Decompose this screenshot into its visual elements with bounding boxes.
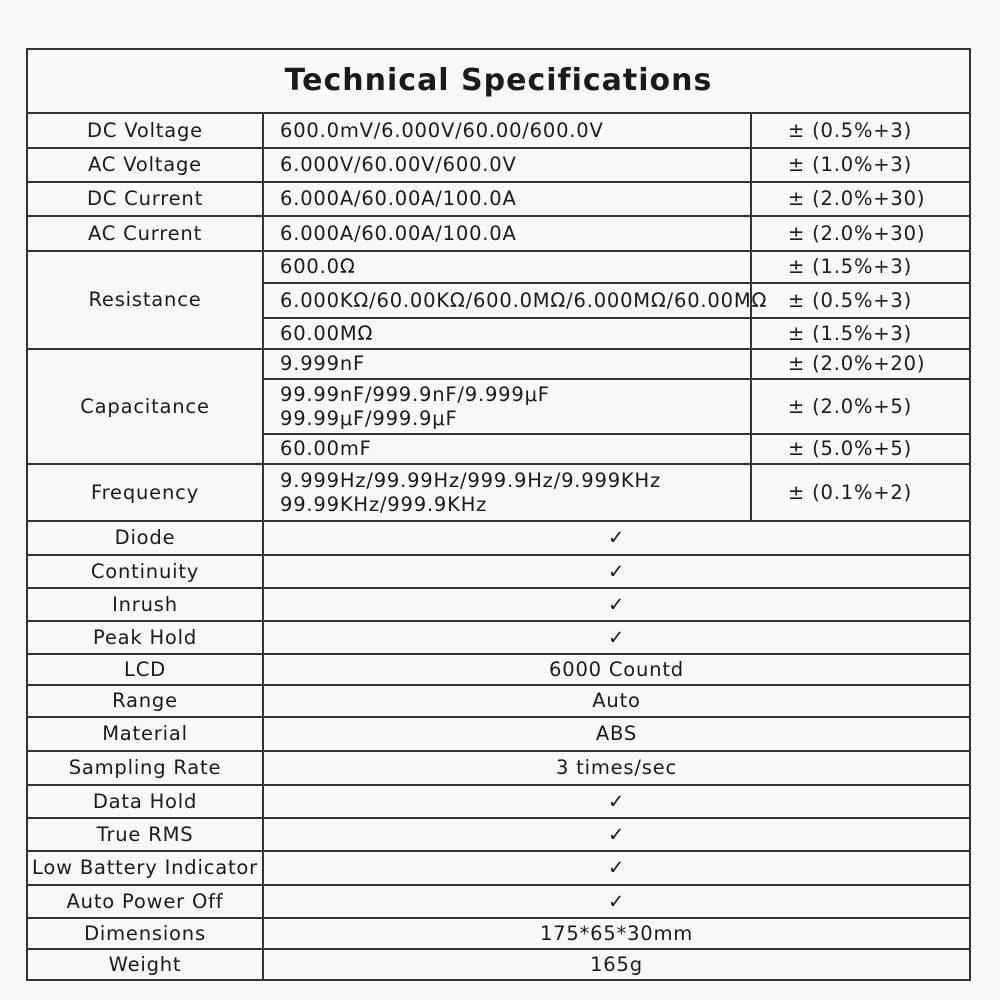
row-label-capacitance: Capacitance [27, 349, 263, 464]
row-label-sampling-rate: Sampling Rate [27, 751, 263, 785]
table-row [27, 654, 970, 685]
accuracy-dc-current: ± (2.0%+30) [751, 182, 970, 216]
value-inrush: ✓ [263, 588, 970, 621]
row-label-peak-hold: Peak Hold [27, 621, 263, 654]
table-row [27, 251, 970, 283]
row-label-inrush: Inrush [27, 588, 263, 621]
range-resistance-2: 6.000KΩ/60.00KΩ/600.0MΩ/6.000MΩ/60.00MΩ [263, 283, 751, 318]
row-label-ac-current: AC Current [27, 216, 263, 251]
table-row [27, 588, 970, 621]
row-label-lcd: LCD [27, 654, 263, 685]
table-row [27, 621, 970, 654]
value-peak-hold: ✓ [263, 621, 970, 654]
row-label-frequency: Frequency [27, 464, 263, 521]
range-ac-current: 6.000A/60.00A/100.0A [263, 216, 751, 251]
row-label-material: Material [27, 717, 263, 751]
row-label-continuity: Continuity [27, 555, 263, 588]
row-label-ac-voltage: AC Voltage [27, 148, 263, 182]
row-label-dc-voltage: DC Voltage [27, 113, 263, 148]
table-row [27, 113, 970, 148]
value-data-hold: ✓ [263, 785, 970, 818]
accuracy-ac-current: ± (2.0%+30) [751, 216, 970, 251]
row-label-low-battery-indicator: Low Battery Indicator [27, 851, 263, 885]
value-diode: ✓ [263, 521, 970, 555]
value-continuity: ✓ [263, 555, 970, 588]
accuracy-ac-voltage: ± (1.0%+3) [751, 148, 970, 182]
table-row [27, 949, 970, 980]
table-row [27, 182, 970, 216]
table-row [27, 148, 970, 182]
table-row [27, 685, 970, 717]
range-resistance-1: 600.0Ω [263, 251, 751, 283]
table-row [27, 751, 970, 785]
row-label-true-rms: True RMS [27, 818, 263, 851]
range-line: 9.999Hz/99.99Hz/999.9Hz/9.999KHz [280, 468, 661, 492]
row-label-weight: Weight [27, 949, 263, 980]
accuracy-resistance-2: ± (0.5%+3) [751, 283, 970, 318]
row-label-auto-power-off: Auto Power Off [27, 885, 263, 918]
row-label-resistance: Resistance [27, 251, 263, 349]
accuracy-resistance-3: ± (1.5%+3) [751, 318, 970, 349]
value-true-rms: ✓ [263, 818, 970, 851]
value-weight: 165g [263, 949, 970, 980]
table-row [27, 349, 970, 379]
range-frequency [263, 464, 751, 521]
table-row [27, 717, 970, 751]
value-auto-power-off: ✓ [263, 885, 970, 918]
value-dimensions: 175*65*30mm [263, 918, 970, 949]
accuracy-capacitance-3: ± (5.0%+5) [751, 434, 970, 464]
spec-table [26, 48, 971, 981]
accuracy-frequency: ± (0.1%+2) [751, 464, 970, 521]
accuracy-dc-voltage: ± (0.5%+3) [751, 113, 970, 148]
row-label-data-hold: Data Hold [27, 785, 263, 818]
value-range: Auto [263, 685, 970, 717]
table-row [27, 521, 970, 555]
range-capacitance-2 [263, 379, 751, 434]
table-title: Technical Specifications [27, 49, 970, 113]
table-row [27, 555, 970, 588]
range-line: 99.99μF/999.9μF [280, 406, 458, 430]
table-row [27, 918, 970, 949]
row-label-range: Range [27, 685, 263, 717]
accuracy-capacitance-1: ± (2.0%+20) [751, 349, 970, 379]
range-ac-voltage: 6.000V/60.00V/600.0V [263, 148, 751, 182]
range-line: 99.99nF/999.9nF/9.999μF [280, 382, 550, 406]
table-row [27, 851, 970, 885]
value-low-battery-indicator: ✓ [263, 851, 970, 885]
row-label-diode: Diode [27, 521, 263, 555]
table-row [27, 818, 970, 851]
row-label-dimensions: Dimensions [27, 918, 263, 949]
table-row [27, 885, 970, 918]
range-line: 99.99KHz/999.9KHz [280, 492, 488, 516]
value-lcd: 6000 Countd [263, 654, 970, 685]
table-row [27, 785, 970, 818]
range-dc-current: 6.000A/60.00A/100.0A [263, 182, 751, 216]
value-sampling-rate: 3 times/sec [263, 751, 970, 785]
range-capacitance-1: 9.999nF [263, 349, 751, 379]
row-label-dc-current: DC Current [27, 182, 263, 216]
range-resistance-3: 60.00MΩ [263, 318, 751, 349]
value-material: ABS [263, 717, 970, 751]
range-capacitance-3: 60.00mF [263, 434, 751, 464]
table-row [27, 464, 970, 521]
range-dc-voltage: 600.0mV/6.000V/60.00/600.0V [263, 113, 751, 148]
accuracy-resistance-1: ± (1.5%+3) [751, 251, 970, 283]
table-row [27, 216, 970, 251]
accuracy-capacitance-2: ± (2.0%+5) [751, 379, 970, 434]
